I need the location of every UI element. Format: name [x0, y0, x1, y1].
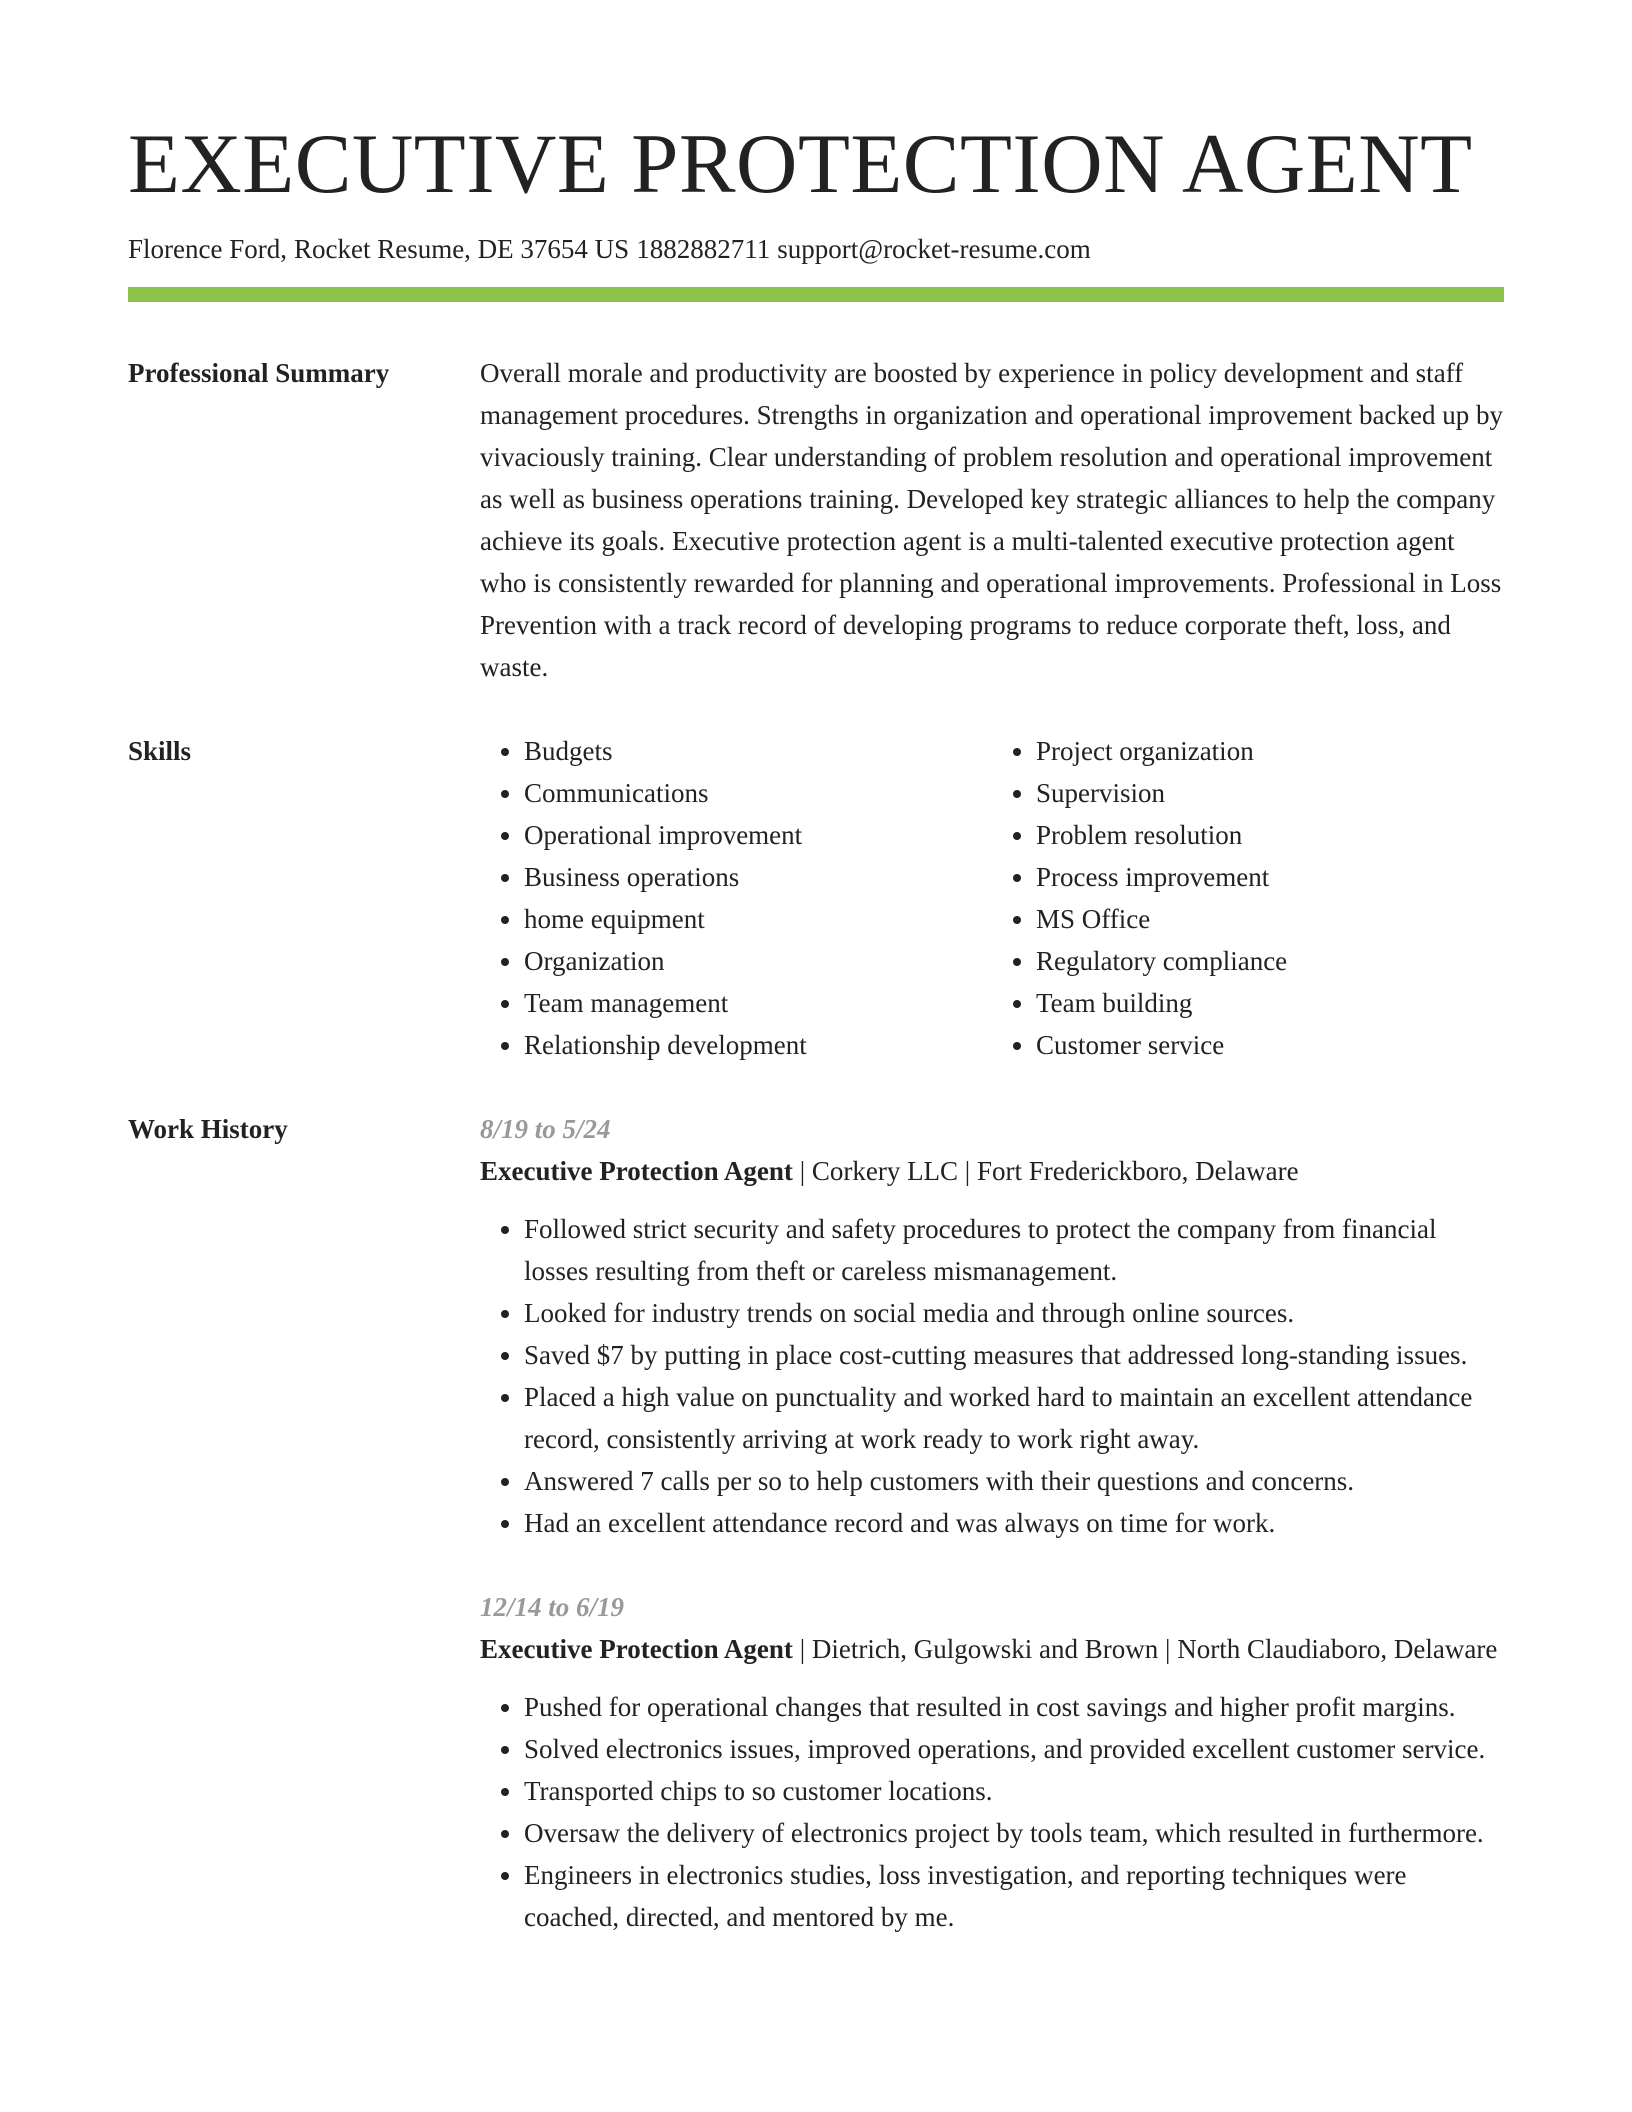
skill-item: • MS Office — [1036, 898, 1504, 940]
job-title: Executive Protection Agent — [480, 1155, 793, 1186]
skill-item: • Regulatory compliance — [1036, 940, 1504, 982]
job-details: | Dietrich, Gulgowski and Brown | North Claudiaboro, Delaware — [792, 1633, 1498, 1664]
job-bullets — [480, 1686, 1504, 1938]
job-bullet: • Solved electronics issues, improved operations, and provided excellent customer service. — [524, 1728, 1504, 1770]
job-bullet: • Had an excellent attendance record and was always on time for work. — [524, 1502, 1504, 1544]
summary-heading: Professional Summary — [128, 357, 390, 388]
job-bullet: • Saved $7 by putting in place cost-cutting measures that addressed long-standing issues. — [524, 1334, 1504, 1376]
job-bullet: • Engineers in electronics studies, loss investigation, and reporting techniques were coached, directed, and mentored by me. — [524, 1854, 1504, 1938]
skill-item: • Problem resolution — [1036, 814, 1504, 856]
summary-text: Overall morale and productivity are boosted by experience in policy development and staff management procedures. Strengths in organization and operational improvement backed up by vivaciously training. Clear understanding of problem resolution and operational improvement as well as business operations training. Developed key strategic alliances to help the company achieve its goals. Executive protection agent is a multi-talented executive protection agent who is consistently rewarded for planning and operational improvements. Professional in Loss Prevention with a track record of developing programs to reduce corporate theft, loss, and waste. — [480, 357, 1503, 682]
skill-item: • Supervision — [1036, 772, 1504, 814]
contact-phone: 1882882711 — [636, 233, 771, 264]
job-entry — [480, 1586, 1504, 1938]
job-title: Executive Protection Agent — [480, 1633, 793, 1664]
skill-item: • Team management — [524, 982, 992, 1024]
job-bullet: • Looked for industry trends on social media and through online sources. — [524, 1292, 1504, 1334]
skill-item: • Business operations — [524, 856, 992, 898]
job-bullet: • Placed a high value on punctuality and worked hard to maintain an excellent attendance record, consistently arriving at work ready to work right away. — [524, 1376, 1504, 1460]
job-entry — [480, 1108, 1504, 1544]
skills-heading: Skills — [128, 735, 192, 766]
job-header — [480, 1628, 1504, 1670]
job-bullet: • Transported chips to so customer locations. — [524, 1770, 1504, 1812]
skills-list-right — [992, 730, 1504, 1066]
skill-item: • home equipment — [524, 898, 992, 940]
skill-item: • Process improvement — [1036, 856, 1504, 898]
skills-section — [128, 730, 1504, 1066]
contact-name: Florence Ford, — [128, 233, 287, 264]
contact-email: support@rocket-resume.com — [777, 233, 1091, 264]
job-header — [480, 1150, 1504, 1192]
job-bullet: • Answered 7 calls per so to help customers with their questions and concerns. — [524, 1460, 1504, 1502]
job-bullets — [480, 1208, 1504, 1544]
job-bullet: • Pushed for operational changes that resulted in cost savings and higher profit margins. — [524, 1686, 1504, 1728]
skill-item: • Project organization — [1036, 730, 1504, 772]
job-bullet: • Oversaw the delivery of electronics project by tools team, which resulted in furthermore. — [524, 1812, 1504, 1854]
job-details: | Corkery LLC | Fort Frederickboro, Delaware — [792, 1155, 1299, 1186]
work-history-section — [128, 1108, 1504, 1938]
job-dates: 8/19 to 5/24 — [480, 1113, 611, 1144]
contact-location: Rocket Resume, DE 37654 US — [293, 233, 630, 264]
job-dates: 12/14 to 6/19 — [480, 1591, 625, 1622]
skill-item: • Communications — [524, 772, 992, 814]
skill-item: • Budgets — [524, 730, 992, 772]
skill-item: • Customer service — [1036, 1024, 1504, 1066]
skill-item: • Team building — [1036, 982, 1504, 1024]
contact-line — [128, 232, 1504, 267]
resume-title: EXECUTIVE PROTECTION AGENT — [128, 117, 1473, 211]
work-history-heading: Work History — [128, 1113, 288, 1144]
skill-item: • Operational improvement — [524, 814, 992, 856]
job-bullet: • Followed strict security and safety procedures to protect the company from financial losses resulting from theft or careless mismanagement. — [524, 1208, 1504, 1292]
skill-item: • Organization — [524, 940, 992, 982]
accent-divider — [128, 287, 1504, 302]
summary-section — [128, 352, 1504, 688]
skills-list-left — [480, 730, 992, 1066]
skill-item: • Relationship development — [524, 1024, 992, 1066]
